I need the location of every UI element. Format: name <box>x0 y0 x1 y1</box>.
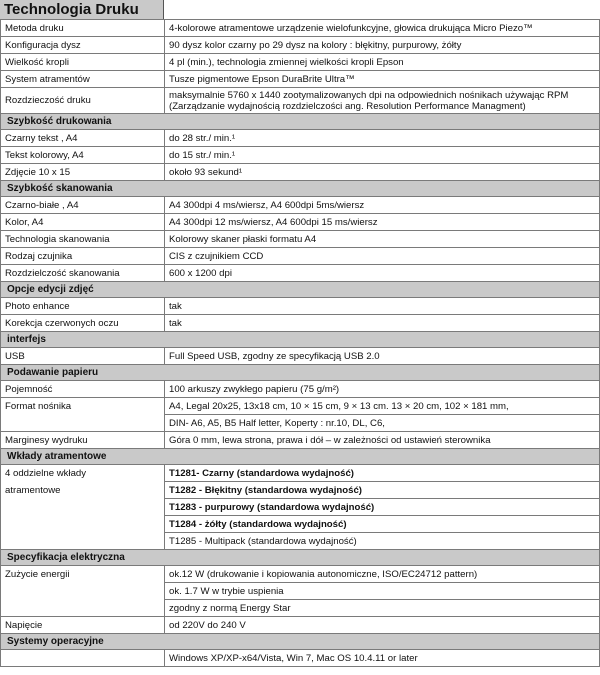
spec-label: Napięcie <box>1 617 165 634</box>
spec-label <box>1 600 165 617</box>
section-title: Podawanie papieru <box>1 365 600 381</box>
spec-label: Czarno-białe , A4 <box>1 197 165 214</box>
spec-row <box>1 348 600 365</box>
section-title: Wkłady atramentowe <box>1 449 600 465</box>
spec-value: 4 pl (min.), technologia zmiennej wielkości kropli Epson <box>165 54 600 71</box>
spec-row <box>1 650 600 667</box>
section-header <box>1 114 600 130</box>
spec-label: Technologia skanowania <box>1 231 165 248</box>
section-header <box>1 181 600 197</box>
spec-value: zgodny z normą Energy Star <box>165 600 600 617</box>
spec-row <box>1 583 600 600</box>
spec-value: A4 300dpi 12 ms/wiersz, A4 600dpi 15 ms/wiersz <box>165 214 600 231</box>
spec-label <box>1 415 165 432</box>
spec-value: ok. 1.7 W w trybie uspienia <box>165 583 600 600</box>
spec-label: Zdjęcie 10 x 15 <box>1 164 165 181</box>
spec-row <box>1 71 600 88</box>
spec-value: do 28 str./ min.¹ <box>165 130 600 147</box>
spec-label: Format nośnika <box>1 398 165 415</box>
spec-value: Tusze pigmentowe Epson DuraBrite Ultra™ <box>165 71 600 88</box>
spec-row <box>1 617 600 634</box>
spec-value: do 15 str./ min.¹ <box>165 147 600 164</box>
spec-row <box>1 88 600 114</box>
section-title: interfejs <box>1 332 600 348</box>
spec-label: Marginesy wydruku <box>1 432 165 449</box>
spec-value: A4, Legal 20x25, 13x18 cm, 10 × 15 cm, 9 × 13 cm. 13 × 20 cm, 102 × 181 mm, <box>165 398 600 415</box>
section-title: Szybkość skanowania <box>1 181 600 197</box>
spec-value: T1285 - Multipack (standardowa wydajność) <box>165 533 600 550</box>
spec-row <box>1 197 600 214</box>
spec-label: Kolor, A4 <box>1 214 165 231</box>
spec-label: Rozdzielczość skanowania <box>1 265 165 282</box>
spec-row <box>1 499 600 516</box>
spec-label <box>1 650 165 667</box>
spec-value: Kolorowy skaner płaski formatu A4 <box>165 231 600 248</box>
section-header <box>1 365 600 381</box>
section-title: Opcje edycji zdjęć <box>1 282 600 298</box>
spec-value: ok.12 W (drukowanie i kopiowania autonomiczne, ISO/EC24712 pattern) <box>165 566 600 583</box>
spec-value-line: maksymalnie 5760 x 1440 zootymalizowanych dpi na odpowiednich nośnikach używając RPM <box>169 89 569 101</box>
spec-row <box>1 415 600 432</box>
spec-label <box>1 583 165 600</box>
spec-row <box>1 465 600 482</box>
spec-label: Metoda druku <box>1 20 165 37</box>
spec-label: Czarny tekst , A4 <box>1 130 165 147</box>
spec-label: Pojemność <box>1 381 165 398</box>
spec-row <box>1 164 600 181</box>
spec-value: T1283 - purpurowy (standardowa wydajność) <box>165 499 600 516</box>
spec-value: CIS z czujnikiem CCD <box>165 248 600 265</box>
spec-label <box>1 499 165 516</box>
page-title: Technologia Druku <box>4 1 139 18</box>
spec-label: USB <box>1 348 165 365</box>
spec-value-line: (Zarządzanie wydajnością rozdzielczości ang. Resolution Performance Managment) <box>169 100 526 112</box>
spec-label: Korekcja czerwonych oczu <box>1 315 165 332</box>
spec-value: tak <box>165 298 600 315</box>
spec-row <box>1 315 600 332</box>
spec-label: Photo enhance <box>1 298 165 315</box>
spec-table <box>0 19 600 667</box>
spec-row <box>1 432 600 449</box>
spec-row <box>1 600 600 617</box>
spec-value: 100 arkuszy zwykłego papieru (75 g/m²) <box>165 381 600 398</box>
spec-row <box>1 533 600 550</box>
spec-row <box>1 482 600 499</box>
spec-label: Konfiguracja dysz <box>1 37 165 54</box>
spec-label: Tekst kolorowy, A4 <box>1 147 165 164</box>
spec-value: Góra 0 mm, lewa strona, prawa i dół – w zależności od ustawień sterownika <box>165 432 600 449</box>
spec-value <box>165 88 600 114</box>
spec-value: Full Speed USB, zgodny ze specyfikacją USB 2.0 <box>165 348 600 365</box>
section-header <box>1 550 600 566</box>
spec-row <box>1 214 600 231</box>
spec-label: 4 oddzielne wkłady <box>1 465 165 482</box>
section-title: Systemy operacyjne <box>1 634 600 650</box>
section-header <box>1 332 600 348</box>
spec-row <box>1 147 600 164</box>
spec-row <box>1 231 600 248</box>
spec-row <box>1 398 600 415</box>
section-header <box>1 282 600 298</box>
spec-row <box>1 566 600 583</box>
spec-row <box>1 20 600 37</box>
section-header <box>1 634 600 650</box>
spec-value: A4 300dpi 4 ms/wiersz, A4 600dpi 5ms/wiersz <box>165 197 600 214</box>
spec-value: około 93 sekund¹ <box>165 164 600 181</box>
spec-row <box>1 37 600 54</box>
spec-row <box>1 130 600 147</box>
section-title: Specyfikacja elektryczna <box>1 550 600 566</box>
spec-row <box>1 248 600 265</box>
spec-row <box>1 298 600 315</box>
spec-value: DIN- A6, A5, B5 Half letter, Koperty : nr.10, DL, C6, <box>165 415 600 432</box>
spec-value: Windows XP/XP-x64/Vista, Win 7, Mac OS 10.4.11 or later <box>165 650 600 667</box>
spec-value: od 220V do 240 V <box>165 617 600 634</box>
spec-label <box>1 516 165 533</box>
spec-row <box>1 265 600 282</box>
spec-value: T1282 - Błękitny (standardowa wydajność) <box>165 482 600 499</box>
spec-label: Rodzaj czujnika <box>1 248 165 265</box>
spec-label <box>1 533 165 550</box>
spec-value: T1281- Czarny (standardowa wydajność) <box>165 465 600 482</box>
spec-value: 600 x 1200 dpi <box>165 265 600 282</box>
spec-row <box>1 54 600 71</box>
spec-label: atramentowe <box>1 482 165 499</box>
spec-label: Zużycie energii <box>1 566 165 583</box>
spec-label: Wielkość kropli <box>1 54 165 71</box>
title-header <box>0 0 164 20</box>
spec-row <box>1 381 600 398</box>
spec-value: 90 dysz kolor czarny po 29 dysz na kolory : błękitny, purpurowy, żółty <box>165 37 600 54</box>
section-header <box>1 449 600 465</box>
section-title: Szybkość drukowania <box>1 114 600 130</box>
spec-label: Rozdzieczość druku <box>1 88 165 114</box>
spec-value: T1284 - żółty (standardowa wydajność) <box>165 516 600 533</box>
spec-label: System atramentów <box>1 71 165 88</box>
spec-row <box>1 516 600 533</box>
spec-value: 4-kolorowe atramentowe urządzenie wielofunkcyjne, głowica drukująca Micro Piezo™ <box>165 20 600 37</box>
spec-value: tak <box>165 315 600 332</box>
